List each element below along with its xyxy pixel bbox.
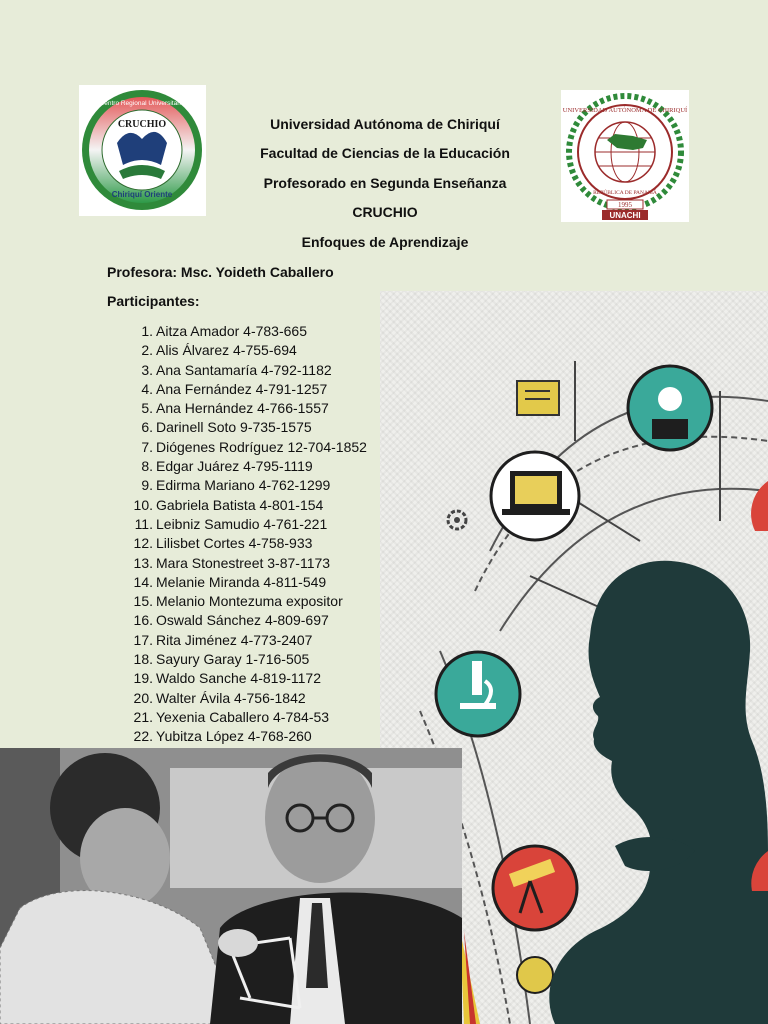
list-item	[107, 457, 387, 476]
telescope-icon	[493, 846, 577, 930]
list-item	[107, 689, 387, 708]
logo-right-abbr: UNACHI	[609, 211, 641, 220]
participants-list	[107, 322, 387, 747]
list-item-number: 15.	[133, 593, 153, 610]
unachi-logo	[561, 90, 689, 222]
list-item-number: 12.	[133, 535, 153, 552]
logo-left-bottom: Chiriquí Oriente	[111, 190, 173, 199]
list-item	[107, 592, 387, 611]
small-badge-icon	[517, 957, 553, 993]
program-title: Profesorado en Segunda Enseñanza	[263, 175, 507, 191]
university-title: Universidad Autónoma de Chiriquí	[270, 116, 500, 132]
logo-left-name: CRUCHIO	[117, 119, 167, 130]
laptop-icon	[491, 452, 579, 540]
list-item-number: 13.	[133, 554, 153, 571]
list-item-text: Rita Jiménez 4-773-2407	[156, 631, 313, 648]
gear-icon	[448, 511, 466, 529]
cruchio-logo	[79, 85, 206, 216]
list-item-number: 18.	[133, 651, 153, 668]
list-item-number: 8.	[141, 458, 153, 475]
list-item	[107, 515, 387, 534]
list-item-text: Diógenes Rodríguez 12-704-1852	[156, 438, 367, 455]
microscope-icon	[436, 652, 520, 736]
list-item-text: Leibniz Samudio 4-761-221	[156, 515, 328, 532]
list-item	[107, 361, 387, 380]
list-item-text: Edirma Mariano 4-762-1299	[156, 477, 331, 494]
list-item-text: Melanio Montezuma expositor	[156, 593, 343, 610]
list-item	[107, 573, 387, 592]
list-item-text: Ana Hernández 4-766-1557	[156, 400, 329, 417]
logo-right-ring: UNIVERSIDAD AUTÓNOMA DE CHIRIQUÍ	[562, 107, 688, 114]
list-item	[107, 341, 387, 360]
list-item-number: 19.	[133, 670, 153, 687]
logo-right-year: 1995	[618, 201, 632, 209]
list-item-text: Lilisbet Cortes 4-758-933	[156, 535, 313, 552]
list-item	[107, 554, 387, 573]
list-item-number: 3.	[141, 361, 153, 378]
list-item	[107, 727, 387, 746]
list-item	[107, 476, 387, 495]
list-item	[107, 438, 387, 457]
list-item-number: 22.	[133, 728, 153, 745]
list-item	[107, 708, 387, 727]
list-item-text: Mara Stonestreet 3-87-1173	[156, 554, 331, 571]
faculty-title: Facultad de Ciencias de la Educación	[260, 145, 510, 161]
thinking-child-silhouette	[549, 561, 768, 1024]
list-item-number: 17.	[133, 631, 153, 648]
list-item-text: Melanie Miranda 4-811-549	[156, 573, 327, 590]
list-item-text: Waldo Sanche 4-819-1172	[156, 670, 321, 687]
professor-line: Profesora: Msc. Yoideth Caballero	[107, 264, 334, 280]
list-item-text: Ana Fernández 4-791-1257	[156, 380, 328, 397]
list-item	[107, 418, 387, 437]
list-item	[107, 669, 387, 688]
list-item-text: Oswald Sánchez 4-809-697	[156, 612, 329, 629]
logo-left-top: Centro Regional Universitario	[99, 100, 185, 107]
list-item-number: 16.	[133, 612, 153, 629]
list-item-number: 5.	[141, 400, 153, 417]
list-item	[107, 322, 387, 341]
list-item	[107, 631, 387, 650]
list-item-number: 10.	[133, 496, 153, 513]
list-item-number: 20.	[133, 689, 153, 706]
presentation-board-icon	[517, 381, 559, 415]
list-item-text: Ana Santamaría 4-792-1182	[156, 361, 332, 378]
center-title: CRUCHIO	[352, 204, 418, 220]
list-item	[107, 399, 387, 418]
participants-label: Participantes:	[107, 293, 200, 309]
list-item-number: 4.	[141, 380, 153, 397]
list-item-text: Sayury Garay 1-716-505	[156, 651, 310, 668]
list-item-number: 11.	[134, 515, 153, 532]
list-item	[107, 534, 387, 553]
subject-title: Enfoques de Aprendizaje	[301, 234, 469, 250]
list-item-number: 14.	[133, 573, 153, 590]
list-item-number: 1.	[141, 323, 153, 339]
list-item	[107, 380, 387, 399]
list-item	[107, 496, 387, 515]
list-item-text: Alis Álvarez 4-755-694	[156, 342, 297, 359]
teacher-icon	[628, 366, 712, 450]
list-item-text: Aitza Amador 4-783-665	[156, 323, 307, 339]
list-item-number: 6.	[141, 419, 153, 436]
list-item-text: Darinell Soto 9-735-1575	[156, 419, 312, 436]
teacher-child-photo	[0, 748, 462, 1024]
list-item-number: 7.	[141, 438, 153, 455]
list-item-number: 2.	[141, 342, 153, 359]
list-item	[107, 650, 387, 669]
list-item-text: Yubitza López 4-768-260	[156, 728, 312, 745]
list-item	[107, 611, 387, 630]
list-item-text: Walter Ávila 4-756-1842	[156, 689, 306, 706]
logo-right-bottom-ring: REPÚBLICA DE PANAMÁ	[593, 190, 657, 196]
list-item-text: Edgar Juárez 4-795-1119	[156, 458, 313, 475]
list-item-text: Yexenia Caballero 4-784-53	[156, 708, 330, 725]
list-item-number: 9.	[141, 477, 153, 494]
list-item-text: Gabriela Batista 4-801-154	[156, 496, 324, 513]
list-item-number: 21.	[133, 708, 153, 725]
